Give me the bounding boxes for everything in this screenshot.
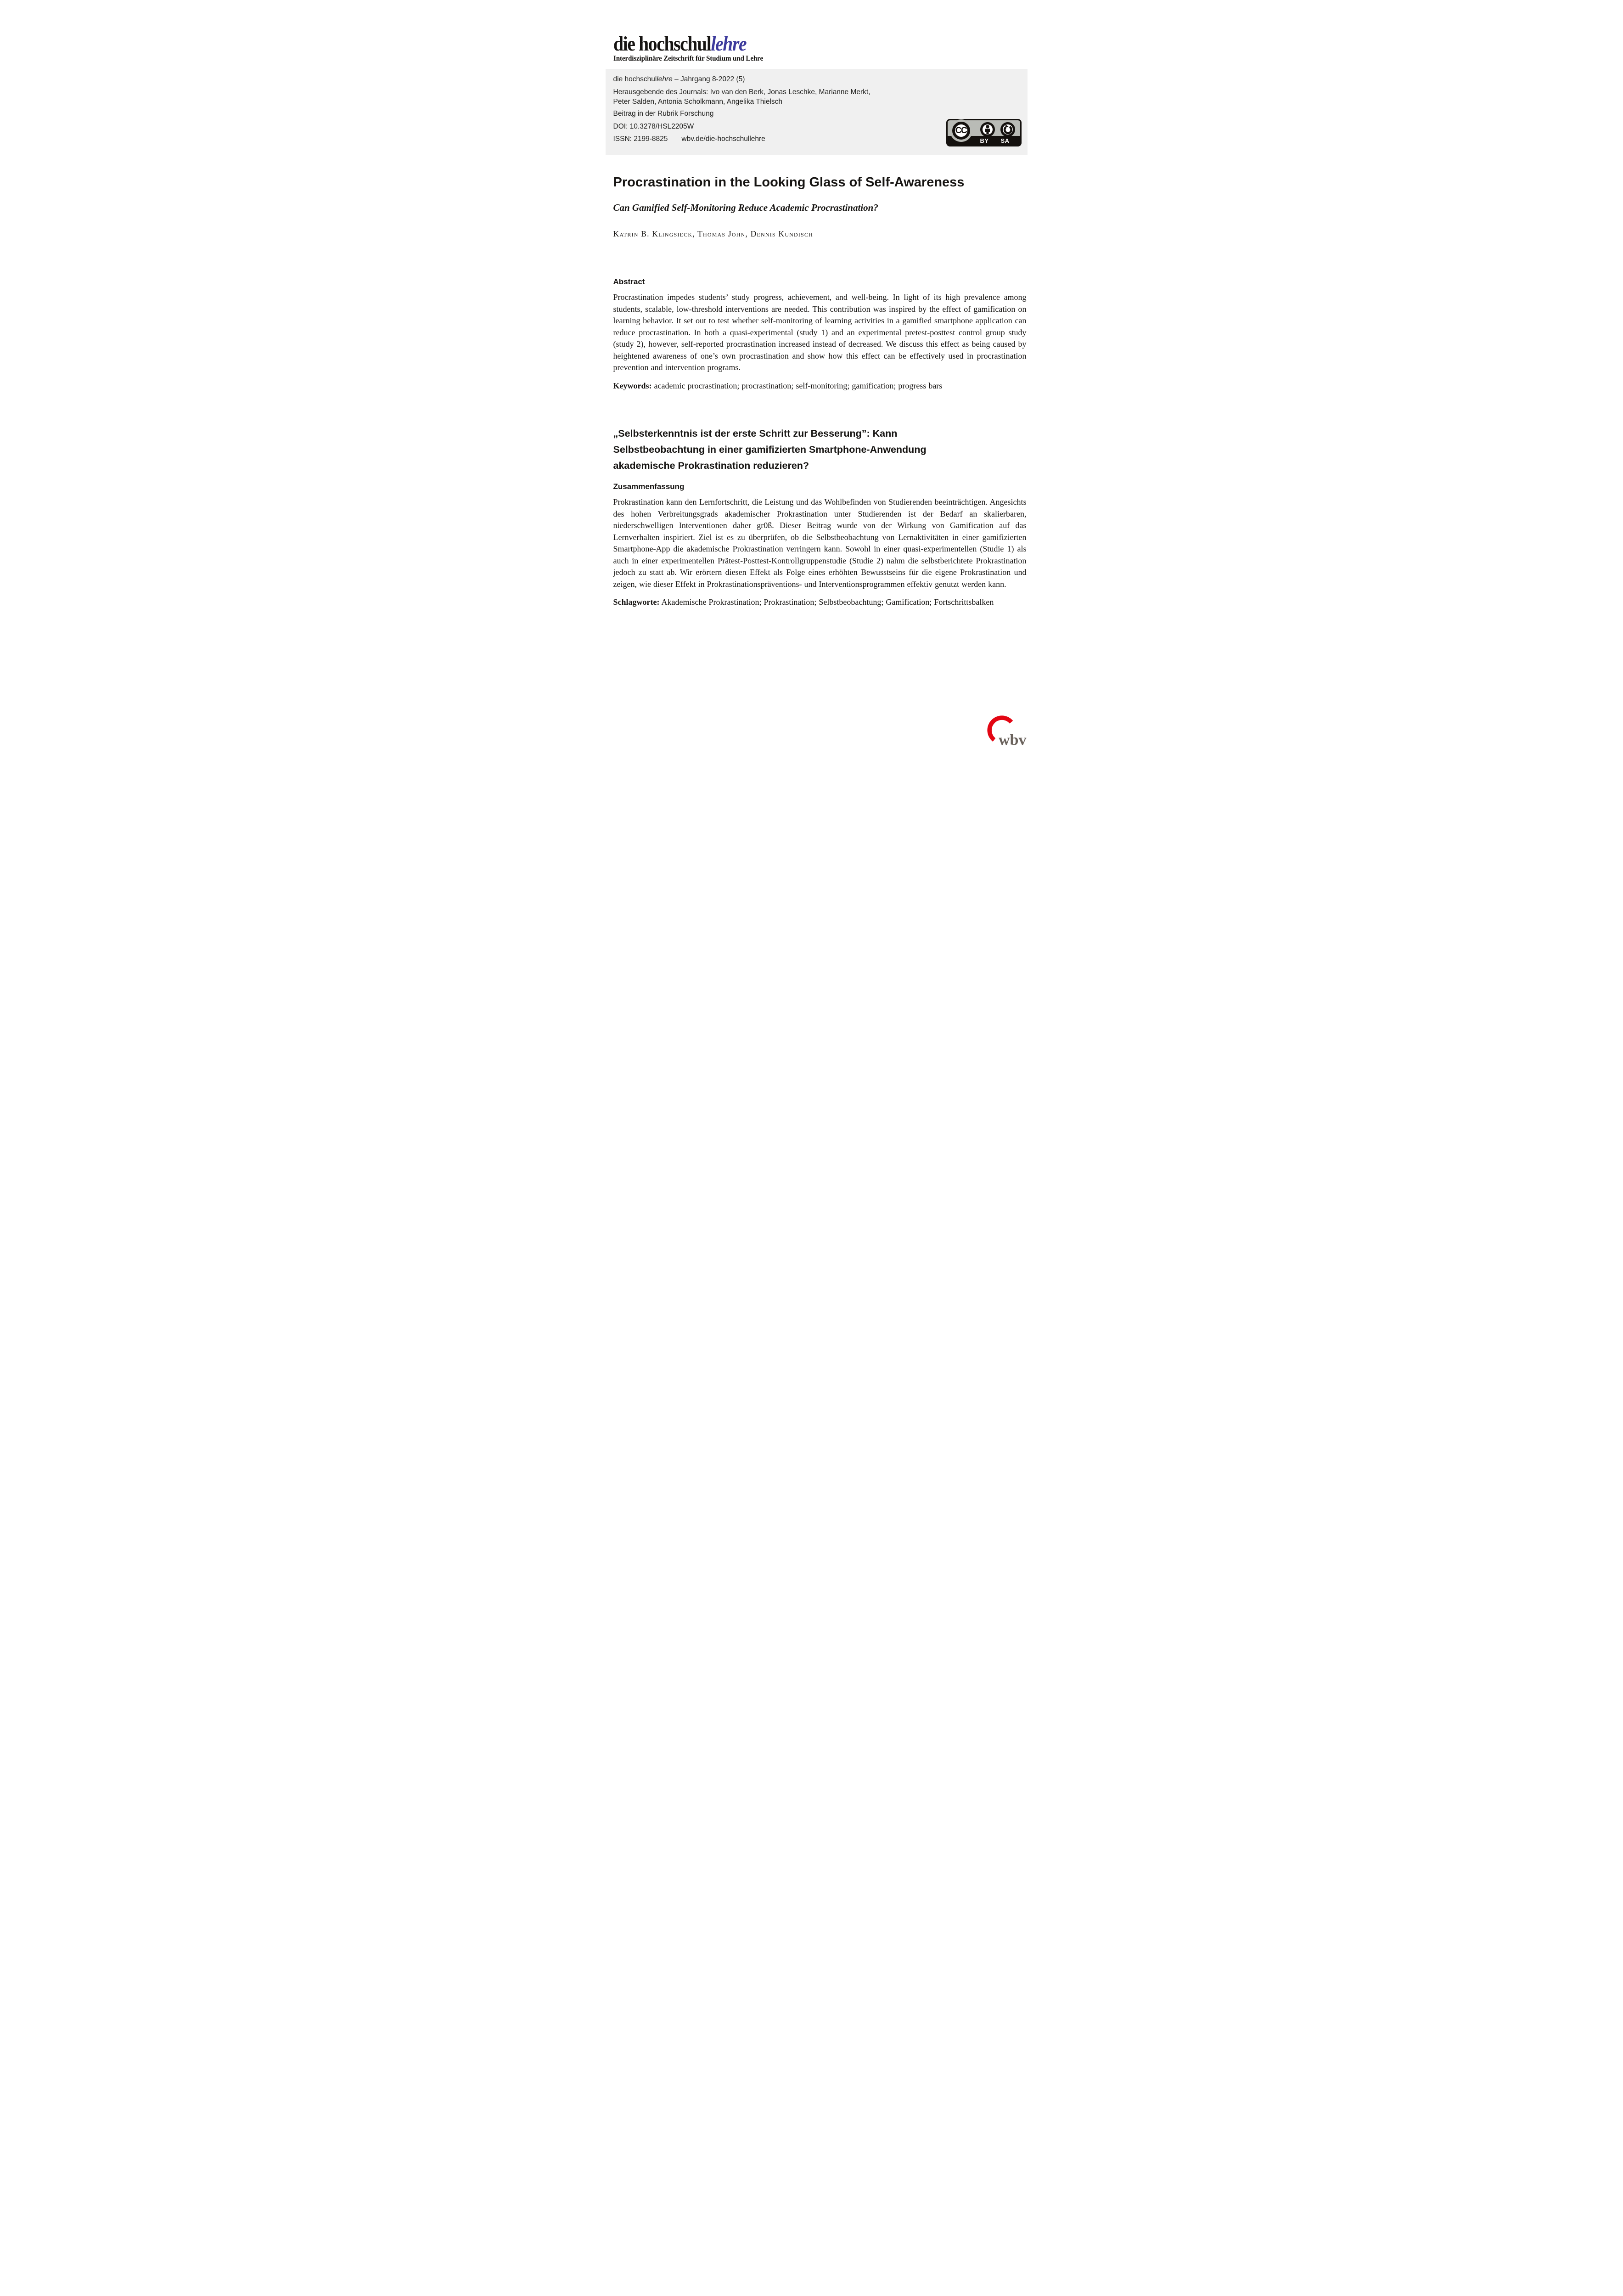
editors-line-1: Herausgebende des Journals: Ivo van den Berk, Jonas Leschke, Marianne Merkt, [613,88,870,96]
cc-by-sa-license-badge[interactable] [946,119,1022,146]
german-title [613,426,1027,474]
issue-journal-name: die hochschul [613,75,657,83]
authors-line: Katrin B. Klingsieck, Thomas John, Dennis Kundisch [613,229,813,238]
cc-by-label: BY [980,137,989,144]
german-title-line-1: „Selbsterkenntnis ist der erste Schritt zur Besserung”: Kann [613,428,898,439]
issue-volume-text: – Jahrgang 8-2022 (5) [672,75,745,83]
article-subtitle: Can Gamified Self-Monitoring Reduce Academic Procrastination? [613,202,878,213]
editors-line-2: Peter Salden, Antonia Scholkmann, Angelika Thielsch [613,98,783,106]
cc-sa-label: SA [1000,137,1010,144]
zusammenfassung-heading: Zusammenfassung [613,482,685,491]
journal-tagline: Interdisziplinäre Zeitschrift für Studium und Lehre [613,55,763,62]
keywords-line [613,380,1027,392]
journal-logo [613,34,1082,63]
keywords-text: academic procrastination; procrastination; self-monitoring; gamification; progress bars [651,381,943,390]
article-title: Procrastination in the Looking Glass of Self-Awareness [613,175,965,190]
attribution-person-icon [980,122,995,137]
doi-line: DOI: 10.3278/HSL2205W [613,123,694,130]
issue-line [613,74,1028,84]
logo-main-text: die hochschul [613,33,711,55]
issn-text: ISSN: 2199-8825 [613,135,668,143]
issue-journal-name-italic: lehre [657,75,673,83]
rubric-line: Beitrag in der Rubrik Forschung [613,110,714,118]
abstract-heading: Abstract [613,277,645,286]
keywords-label: Keywords: [613,381,652,390]
german-title-line-3: akademische Prokrastination reduzieren? [613,460,809,471]
schlagworte-label: Schlagworte: [613,597,660,607]
cc-logo-icon [952,122,970,140]
publication-meta-box [606,69,1028,155]
logo-accent-text: lehre [710,33,746,55]
journal-logo-wordmark [613,34,1035,54]
sharealike-arrow-icon [1000,122,1016,137]
zusammenfassung-text: Prokrastination kann den Lernfortschritt, die Leistung und das Wohlbefinden von Studierenden beeinträchtigen. Angesichts des hohen Verbreitungsgrads akademischer Prokrastination unter Studierenden ist der Bedarf an skalierbaren, niederschwelligen Interventionen daher gr0ß. Dieser Beitrag wurde von der Wirkung von Gamification auf das Lernverhalten inspiriert. Ziel ist es zu überprüfen, ob die Selbstbeobachtung von Lernaktivitäten in einer gamifizierten Smartphone-App die akademische Prokrastination verringern kann. Sowohl in einer quasi-experimentellen (Studie 1) als auch in einer experimentellen Prätest-Posttest-Kontrollgruppenstudie (Studie 2) nahm die selbstberichtete Prokrastination jedoch zu statt ab. Wir erörtern diesen Effekt als Folge eines erhöhten Bewusstseins für die eigene Prokrastination und zeigen, wie dieser Effekt in Prokrastinationspräventions- und Interventionsprogrammen effektiv genutzt werden kann. [613,497,1027,589]
journal-url-link[interactable]: wbv.de/die-hochschullehre [681,135,765,143]
wbv-logo-text: wbv [998,732,1026,748]
article-first-page [541,0,1082,765]
schlagworte-line [613,597,1027,608]
wbv-publisher-logo [980,715,1035,752]
abstract-text: Procrastination impedes students’ study progress, achievement, and well-being. In light of its high prevalence among students, scalable, low-threshold interventions are needed. This contribution was inspired by the effect of gamification on learning behavior. It set out to test whether self-monitoring of learning activities in a gamified smartphone application can reduce procrastination. In both a quasi-experimental (study 1) and an experimental pretest-posttest control group study (study 2), however, self-reported procrastination increased instead of decreased. We discuss this effect as being caused by heightened awareness of one’s own procrastination and show how this effect can be effectively used in procrastination prevention and intervention programs. [613,293,1027,372]
cc-letters: CC [955,125,967,135]
schlagworte-text: Akademische Prokrastination; Prokrastination; Selbstbeobachtung; Gamification; Fortschrittsbalken [659,597,994,607]
german-title-line-2: Selbstbeobachtung in einer gamifizierten Smartphone-Anwendung [613,444,927,455]
